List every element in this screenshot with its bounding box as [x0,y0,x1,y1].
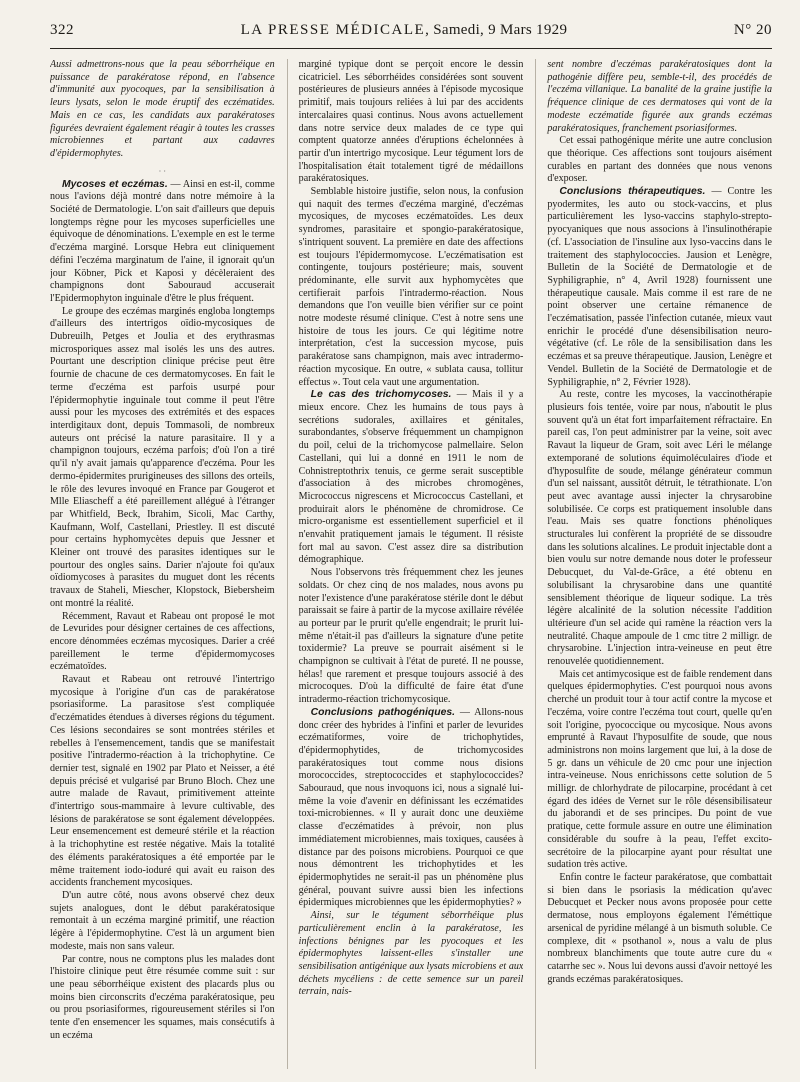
paragraph: Aussi admettrons-nous que la peau séborrhéique en puissance de parakératose répond, en l'absence d'immunité aux pyocoques, par la sensibilisation à leurs lysats, selon le mode éruptif des eczématides. Mais en ce cas, les candidats aux parakératoses figurées devraient également réagir à toutes les crasses microbiennes et partant aux cadavres d'épidermophytes. [50,59,275,159]
paragraph: D'un autre côté, nous avons observé chez deux sujets analogues, dont le début parakératosique remontait à un eczéma marginé primitif, une réaction légère à l'épidermophytine. C'est là un argument bien modeste, mais non sans valeur. [50,890,275,952]
running-head [50,22,772,49]
paragraph: Ainsi, sur le tégument séborrhéique plus particulièrement enclin à la parakératose, les infections bénignes par les pyocoques et les épidermophytes laissent-elles s'installer une sensibilisation antigénique aux lysats microbiens et aux déchets mycéliens : de cette semence sur un pareil terrain, nais- [298,910,524,998]
column-1 [50,59,275,1069]
column-3 [535,59,772,1069]
paragraph: Enfin contre le facteur parakératose, que combattait si bien dans le psoriasis la médication qu'avec Debucquet et Pecker nous avons proposée pour cette dermatose, nous employons également l'éméttique arsenical de pyridine mélangé à un bismuth soluble. Ce complexe, dit « psothanol », nous a valu de plus nombreux blanchiments que toute autre cure du « catarrhe sec ». Nous lui devons aussi d'avoir nettoyé les grands eczémas parakératosiques. [547,872,772,985]
issue-date: , Samedi, 9 Mars 1929 [425,22,568,38]
paragraph: Ravaut et Rabeau ont retrouvé l'intertrigo mycosique à l'origine d'un cas de parakératose psoriasiforme. La parasitose s'est compliquée d'eczématides étendues à diverses régions du tégument. Ces lésions secondaires se sont montrées stériles et rebelles à l'ensemencement, tandis que se manifestait positive l'intradermo-réaction à la trichophytine. Ce dernier test, signalé en 1902 par Plato et Neisser, a été depuis précisé et vulgarisé par Bruno Bloch. Chez une autre malade de Ravaut, primitivement atteinte d'intertrigo sous-mammaire à levure cultivable, des lésions de parakératose se sont également développées. Leur ensemencement est demeuré stérile et la réaction à la trichophytine est restée négative. Mais la totalité des éléments parakératosiques a été emportée par le même traitement iodo-ioduré qui avait eu raison des accidents franchement mycosiques. [50,674,275,889]
paragraph: sent nombre d'eczémas parakératosiques dont la pathogénie diffère peu, semble-t-il, des procédés de l'eczéma villanique. La banalité de la graine justifie la fréquence clinique de ces dermatoses qui vont de la modeste eczématide figurée aux grands eczémas parakératosiques, franchement psoriasiformes. [547,59,772,134]
paragraph: Au reste, contre les mycoses, la vaccinothérapie plusieurs fois tentée, voire par nous, n'aboutit le plus souvent qu'à un état fort imparfaitement réfractaire. En pareil cas, l'on peut administrer par la veine, soit avec Ravaut la liqueur de Gram, soit avec Léri le mélange extemporané de solutions équimoléculaires d'iode et d'hyposulfite de soude, mélange générateur commun d'un sel naissant, aussitôt détruit, le tétrathionate. L'on peut avec avantage aussi injecter la chrysarobine solubilisée. Ce corps est pratiquement insoluble dans l'eau. Mais ses quatre fonctions phénoliques structurales lui confèrent la propriété de se dissoudre dans les solutions alcalines. Le produit injectable dont a bien voulu sur notre demande nous doter le professeur Debucquet, du Val-de-Grâce, a été obtenu en solubilisant la chrysarobine dans une quantité sensiblement théorique de liqueur sodique. La très légère alcalinité de la solution nécessite l'addition ultérieure d'un sel acide qui ramène la réaction vers la neutralité. Chaque ampoule de 1 cmc titre 2 milligr. de chrysarobine. L'injection intra-veineuse en peut être renouvelée quotidiennement. [547,389,772,668]
page-number: 322 [50,22,74,38]
paragraph: Semblable histoire justifie, selon nous, la confusion qui naquit des termes d'eczéma marginé, d'eczémas mycosiques, de mycoses eczématoïdes. Les deux syndromes, parasitaire et spongio-parakératosique, s'intriquent souvent. La première en date des affections est toujours l'épidermomycose. L'eczématisation est contingente, toujours postérieure; mais, souvent prédominante, elle survit aux hyphomycètes que certifierait parfois l'intradermo-réaction. Nous demandons que l'on veuille bien vérifier sur ce point notre modeste résumé clinique. C'est à notre sens une histoire de tous les jours. Ce qui légitime notre interprétation, c'est la succession mycose, puis parakératose sans champignon, mais avec intradermo-réaction mycosique. En outre, « sublata causa, tollitur effectus ». Tout cela vaut une argumentation. [298,186,524,388]
paragraph: Le cas des trichomycoses. — Mais il y a mieux encore. Chez les humains de tous pays à secrétions sudorales, axillaires et génitales, surabondantes, s'observe fréquemment un champignon du poil, celui de la trichomycose palmellaire. Selon Castellani, qui lui a donné en 1911 le nom de Cohnistreptothrix tenuis, ce germe serait susceptible d'association à des microbes chromogènes, Micrococcus nigrescens et Micrococcus Castellani, et produirait alors le phénomène de chromidrose. Ce micro-organisme est essentiellement superficiel et il n'envahit pratiquement jamais le tégument. Il résiste fort mal au savon. C'est assez dire sa distribution démographique. [298,389,524,566]
paragraph: marginé typique dont se perçoit encore le dessin cicatriciel. Les séborrhéides considérées sont souvent postérieures de plusieurs années à l'épisode mycosique primitif, mais toujours reliées à lui par des accidents intercalaires quasi continus. Nous avons actuellement dans notre service deux malades de ce type qui comptent quatorze années d'éruptions échelonnées à partir d'un intertrigo mycosique. Leur tégument lors de l'hospitalisation était totalement tigré de médaillons parakératosiques. [298,59,524,185]
section-heading-mycoses: Mycoses et eczémas. [62,178,168,190]
paragraph: Conclusions pathogéniques. — Allons-nous donc créer des hybrides à l'infini et parler de levurides eczématiformes, voire de trichophytides, d'épidermophytides, de trichomycosides parakératosiques tout comme nous disions morococcides, streptococcides et staphylococcides? Sabouraud, que nous invoquons ici, nous a signalé lui-même la voie d'avenir en définissant les eczématides toxi-microbiennes. « Il y aurait donc une deuxième classe d'eczématides à prévoir, non plus immédiatement microbiennes, mais toxiques, causées à distance par des poisons microbiens. Pourquoi ce que nous démontrent les trichophytides et les épidermophytides ne serait-il pas un phénomène plus général, pouvant suivre aussi bien les infections épidermiques microbiennes que les épidermophyties? » [298,706,524,909]
separator: · · [158,166,166,176]
paragraph: Conclusions thérapeutiques. — Contre les pyodermites, les auto ou stock-vaccins, et plus particulièrement les lyso-vaccins staphylo-strepto-pyocyaniques que nous associons à l'insulinothérapie (cf. L'association de l'insuline aux lyso-vaccins dans le traitement des staphylococcies. Jausion et Lenègre, Bulletin de la Société de Dermatologie et de Syphiligraphie, n° 4, Avril 1928) fournissent une thérapeutique causale. Mais comme il est rare de ne point observer une certaine rémanence de l'eczématisation, passée l'infection cutanée, mieux vaut enrichir le procédé d'une désensibilisation neuro-végétative (cf. Le rôle de la sensibilisation dans les eczémas et sa preuve thérapeutique. Jausion, Lenègre et Vendel. Bulletin de la Société de Dermatologie et de Syphiligraphie, n° 2, Février 1928). [547,186,772,388]
issue-number: N° 20 [733,22,772,38]
paragraph: Nous l'observons très fréquemment chez les jeunes soldats. Or chez cinq de nos malades, nous avons pu noter l'existence d'une parakératose stérile dont le début paraissait se faire à partir de la mycose axillaire révélée au porteur par le prurit qu'elle engendrait; le prurit lui-même n'était-il pas d'ailleurs la signature d'une petite toxidermie? La preuve se pourrait aisément si le champignon se cultivait à l'état de pureté. Il ne pousse, hélas! que rarement et presque toujours associé à des microcoques. D'où la difficulté de faire état d'une intradermo-réaction trichomycosique. [298,567,524,706]
journal-title [241,22,568,39]
section-heading-pathogeniques: Conclusions pathogéniques. [310,706,456,718]
paragraph: Par contre, nous ne comptons plus les malades dont l'histoire clinique peut être résumée comme suit : sur une peau séborrhéique existent des placards plus ou moins bien circonscrits d'eczéma parakératosique, peu ou prou psoriasiformes, rigoureusement stériles si l'on tente d'en ensemencer les squames, mais consécutifs à un eczéma [50,953,275,1041]
paragraph: Mycoses et eczémas. — Ainsi en est-il, comme nous l'avions déjà montré dans notre mémoire à la Société de Dermatologie. L'on sait d'ailleurs que depuis longtemps règne pour les mycoses superficielles une équivoque de dénominations. L'exemple en est le terme d'eczéma marginé. Lorsque Hebra eut cliniquement défini l'eczéma marginatum de l'aine, il ignorait qu'un jour Köbner, Pick et Kaposi y décèleraient des champignons dont Sabouraud accuserait l'Epidermophyton inguinale d'être le plus fréquent. [50,178,275,304]
paragraph: Le groupe des eczémas marginés engloba longtemps d'ailleurs des intertrigos oïdio-mycosiques de Dubreuilh, Petges et Joulia et des erythrasmas microsporiques assez mal isolés les uns des autres. Pourtant une description clinique précise peut être fournie de chacune de ces dermatomycoses. En fait le terme d'eczéma est parfois usurpé pour l'épidermophytie inguinale tout comme il peut l'être aussi pour les mycoses des extrémités et des espaces interdigitaux dont, depuis Tommasoli, de nombreux auteurs ont précisé la nature parasitaire. Il y a champignon toujours, eczéma parfois; d'où l'on a tiré qu'il n'y avait jamais qu'apparence d'eczéma. Pour les dermo-épidermites prurigineuses des sillons des orteils, le rôle des levures invoqué en France par Gougerot et Mlle Eliascheff a été pareillement allégué à l'étranger par Whitfield, Beck, Ibrahim, Sicoli, Mac Carthy, Kaufmann, Wolf, Castellani, Priestley. Il est discuté pour certains hyphomycètes depuis que Jessner et Kleiner ont trouvé des parasites identiques sur le pourtour des ongles sains. Darier n'ajoute foi qu'aux oïdiomycoses à parasites du muguet dont les récents travaux de Staheli, Miescher, Klopstock, Biebersheim ont montré la réalité. [50,305,275,609]
journal-name: LA PRESSE MÉDICALE [240,22,426,38]
article-columns [50,59,772,1069]
section-heading-trichomycoses: Le cas des trichomycoses. [310,389,452,401]
paragraph: Mais cet antimycosique est de faible rendement dans quelques épidermophyties. C'est pourquoi nous avons cherché un produit tour à tour actif contre la mycose et l'eczéma, voire contre l'eczéma tout court, quelle qu'en soit l'origine, pyococcique ou mycosique. Nous avons emprunté à Ravaut l'hyposulfite de soude, que nous administrons non moins largement que lui, à la dose de 5 gr. dans un véhicule de 20 cmc pour une injection intra-veineuse. Nous enrichissons cette solution de 5 milligr. de chlorhydrate de pilocarpine, procédant à cet égard des idées de Vernet sur le rôle désensibilisateur du jaborandi et de ses principes. Du point de vue pratique, cette formule assure en outre une élimination considérable du soufre à la peau, l'effet excito-secrétoire de la pilocarpine ayant pour résultat une sudation très active. [547,668,772,871]
column-2 [287,59,524,1069]
section-heading-therapeutiques: Conclusions thérapeutiques. [559,186,706,198]
paragraph: Récemment, Ravaut et Rabeau ont proposé le mot de Levurides pour désigner certaines de ces affections, encore dénommées eczémas mycosiques. Darier a créé pareillement le terme d'épidermomycoses eczématoïdes. [50,610,275,673]
paragraph: Cet essai pathogénique mérite une autre conclusion que théorique. Ces affections sont toujours aisément curables en partant des données que nous venons d'exposer. [547,135,772,185]
